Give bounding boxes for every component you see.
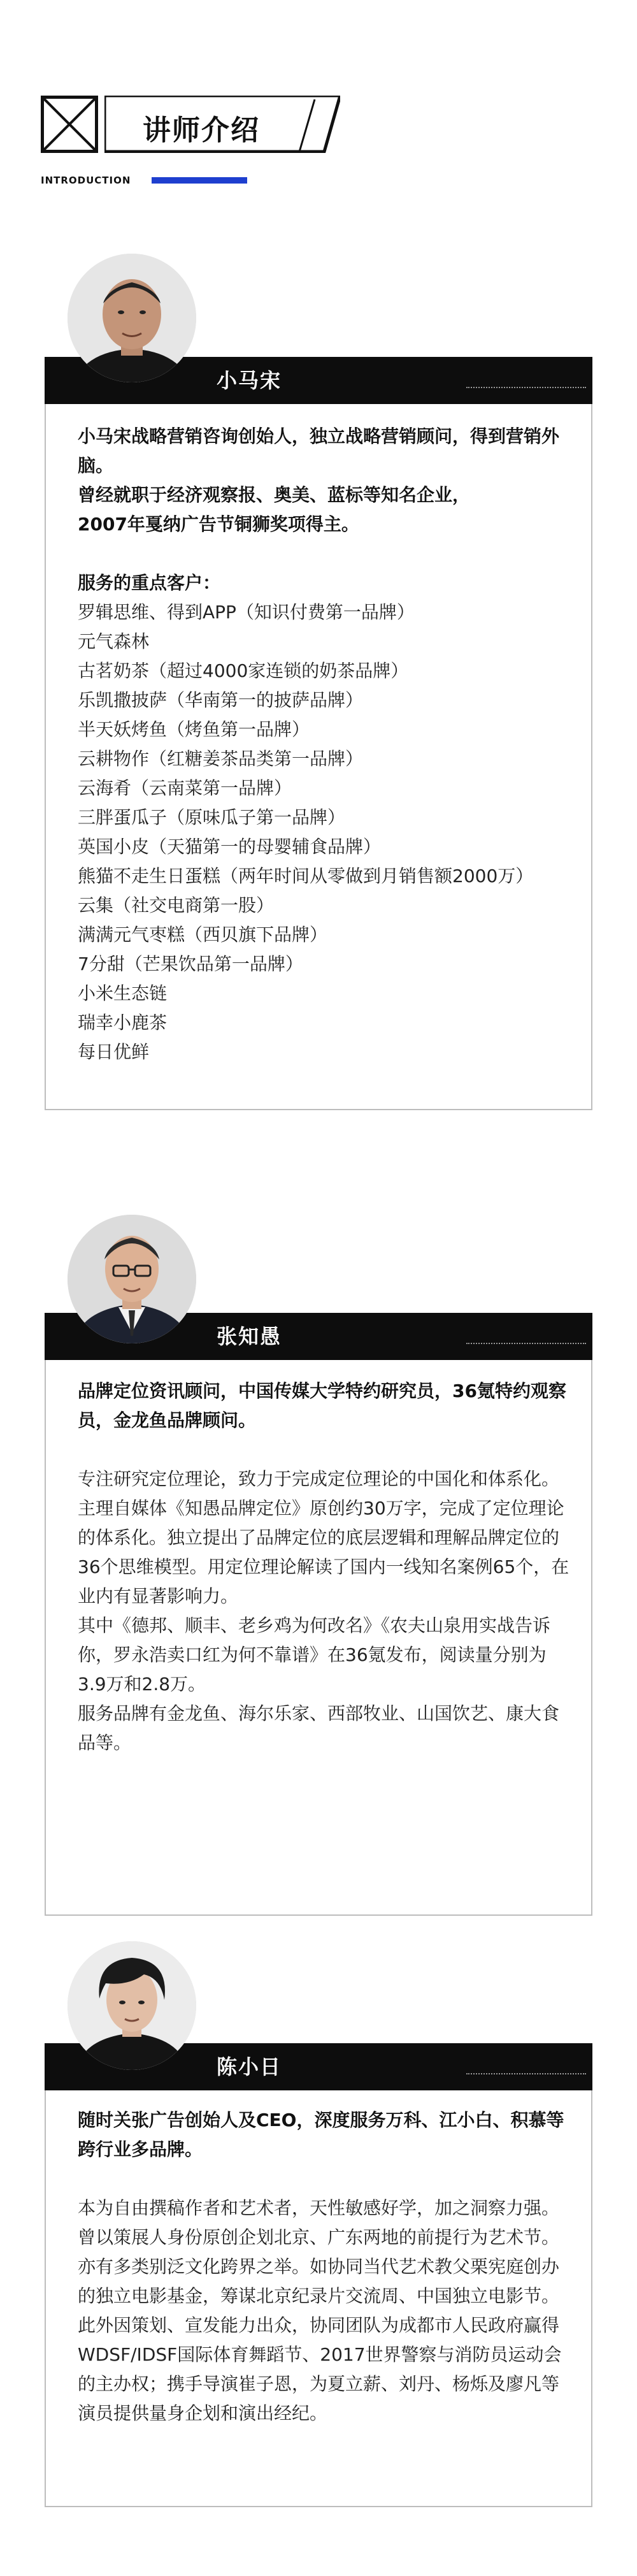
client-item: 三胖蛋瓜子（原味瓜子第一品牌）: [78, 807, 346, 828]
speaker-intro-line: 小马宋战略营销咨询创始人，独立战略营销顾问，得到营销外脑。: [78, 426, 560, 476]
dotted-divider: [466, 387, 586, 388]
speaker-intro: 随时关张广告创始人及CEO，深度服务万科、江小白、积慕等跨行业多品牌。: [78, 2109, 564, 2160]
bio-paragraph: 服务品牌有金龙鱼、海尔乐家、西部牧业、山国饮艺、康大食品等。: [78, 1703, 560, 1753]
section-header: [41, 96, 340, 159]
client-item: 英国小皮（天猫第一的母婴辅食品牌）: [78, 836, 382, 857]
speaker-intro-line: 曾经就职于经济观察报、奥美、蓝标等知名企业，: [78, 484, 471, 505]
bio-paragraph: 其中《德邦、顺丰、老乡鸡为何改名》《农夫山泉用实战告诉你，罗永浩卖口红为何不靠谱》在36氪发布，阅读量分别为3.9万和2.8万。: [78, 1615, 551, 1695]
client-item: 云海肴（云南菜第一品牌）: [78, 778, 292, 799]
client-item: 云耕物作（红糖姜茶品类第一品牌）: [78, 748, 364, 769]
client-item: 满满元气枣糕（西贝旗下品牌）: [78, 924, 328, 945]
client-item: 罗辑思维、得到APP（知识付费第一品牌）: [78, 602, 415, 623]
client-item: 每日优鲜: [78, 1041, 150, 1062]
speaker-name-2: 张知愚: [217, 1324, 282, 1349]
avatar-speaker-3: [68, 1941, 196, 2070]
clients-title: 服务的重点客户：: [78, 572, 221, 593]
client-item: 小米生态链: [78, 983, 168, 1004]
title-frame: [104, 96, 340, 153]
dotted-divider: [466, 2073, 586, 2074]
page-title: 讲师介绍: [143, 114, 260, 147]
page-subtitle: INTRODUCTION: [41, 175, 131, 186]
client-item: 古茗奶茶（超过4000家连锁的奶茶品牌）: [78, 660, 409, 681]
bio-paragraph: 本为自由撰稿作者和艺术者，天性敏感好学，加之洞察力强。曾以策展人身份原创企划北京、广东两地的前提行为艺术节。亦有多类别泛文化跨界之举。如协同当代艺术教父栗宪庭创办的独立电影基金，筹谋北京纪录片交流周、中国独立电影节。此外因策划、宣发能力出众，协同团队为成都市人民政府赢得WDSF/IDSF国际体育舞蹈节、2017世界警察与消防员运动会的主办权；携手导演崔子恩，为夏立薪、刘丹、杨烁及廖凡等演员提供量身企划和演出经纪。: [78, 2197, 562, 2424]
speaker-intro: 品牌定位资讯顾问，中国传媒大学特约研究员，36氪特约观察员，金龙鱼品牌顾问。: [78, 1380, 566, 1431]
speaker-intro-line: 2007年戛纳广告节铜狮奖项得主。: [78, 514, 359, 535]
cross-box-icon: [41, 96, 98, 153]
speaker-bio-1: [78, 422, 575, 1067]
client-item: 元气森林: [78, 631, 150, 652]
client-item: 熊猫不走生日蛋糕（两年时间从零做到月销售额2000万）: [78, 865, 534, 886]
client-item: 半天妖烤鱼（烤鱼第一品牌）: [78, 719, 310, 740]
client-item: 云集（社交电商第一股）: [78, 895, 275, 916]
avatar-speaker-2: [68, 1215, 196, 1343]
bio-paragraph: 主理自媒体《知愚品牌定位》原创约30万字，完成了定位理论的体系化。独立提出了品牌定位的底层逻辑和理解品牌定位的36个思维模型。用定位理论解读了国内一线知名案例65个，在业内有显著影响力。: [78, 1498, 569, 1607]
dotted-divider: [466, 1343, 586, 1344]
client-item: 7分甜（芒果饮品第一品牌）: [78, 953, 303, 974]
client-item: 瑞幸小鹿茶: [78, 1012, 168, 1033]
bio-paragraph: 专注研究定位理论，致力于完成定位理论的中国化和体系化。: [78, 1468, 560, 1489]
speaker-bio-3: [78, 2106, 575, 2428]
speaker-name-1: 小马宋: [217, 368, 282, 393]
client-item: 乐凯撒披萨（华南第一的披萨品牌）: [78, 690, 364, 711]
speaker-bio-2: [78, 1377, 575, 1758]
avatar-speaker-1: [68, 254, 196, 382]
accent-line: [152, 177, 247, 184]
speaker-name-3: 陈小日: [217, 2055, 282, 2079]
